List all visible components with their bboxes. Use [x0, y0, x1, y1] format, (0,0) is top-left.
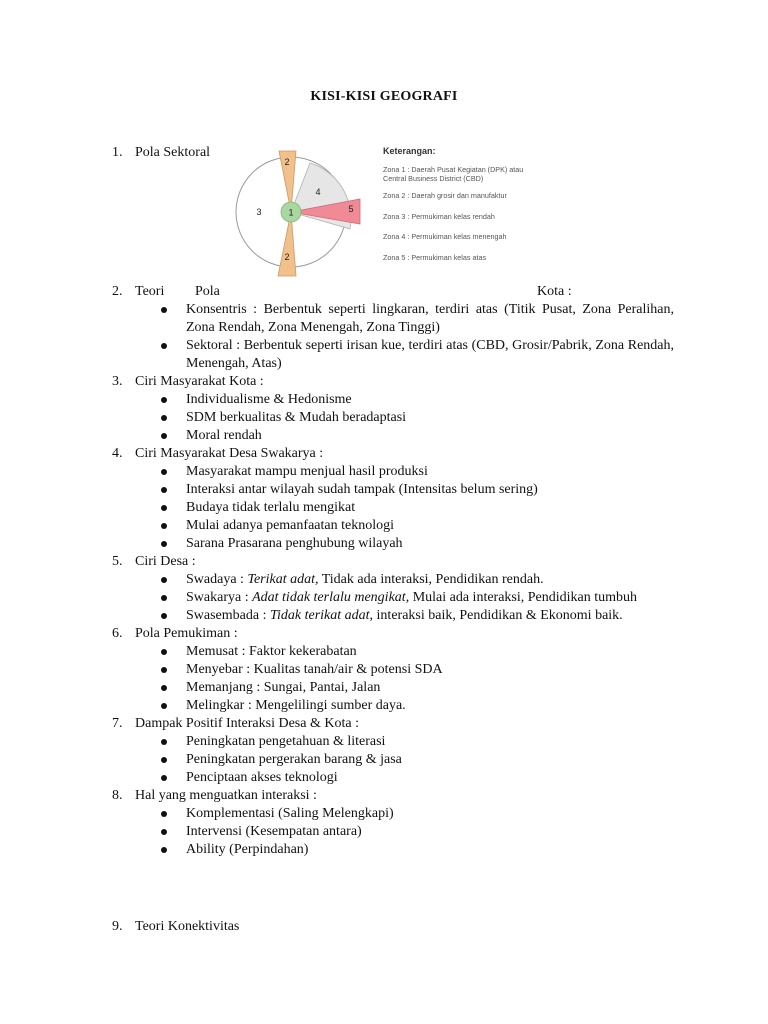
bullet-icon: [161, 811, 167, 817]
list-item: Peningkatan pengetahuan & literasi: [112, 733, 674, 751]
item-6: [112, 625, 674, 715]
list-item: Menyebar : Kualitas tanah/air & potensi SDA: [112, 661, 674, 679]
list-item: Swasembada : Tidak terikat adat, interaksi baik, Pendidikan & Ekonomi baik.: [112, 607, 674, 625]
item-2-bullets: [112, 301, 674, 373]
item-3-label: Ciri Masyarakat Kota :: [135, 374, 264, 389]
list-item: Peningkatan pergerakan barang & jasa: [112, 751, 674, 769]
item-7-number: 7.: [112, 716, 123, 731]
item-2-label-pola: Pola: [195, 284, 220, 299]
item-7: [112, 715, 674, 787]
legend-zone-5: Zona 5 : Permukiman kelas atas: [383, 252, 487, 262]
list-item: Swadaya : Terikat adat, Tidak ada interaksi, Pendidikan rendah.: [112, 571, 674, 589]
item-4: [112, 445, 674, 553]
item-5-label: Ciri Desa :: [135, 554, 196, 569]
bullet-icon: [161, 667, 167, 673]
zone-1-label: 1: [288, 207, 294, 218]
list-item: Intervensi (Kesempatan antara): [112, 823, 674, 841]
list-item: Sektoral : Berbentuk seperti irisan kue, terdiri atas (CBD, Grosir/Pabrik, Zona Rendah, Menengah, Atas): [112, 337, 674, 373]
bullet-icon: [161, 343, 167, 349]
legend-zone-3: Zona 3 : Permukiman kelas rendah: [383, 211, 495, 221]
document-title: KISI-KISI GEOGRAFI: [310, 89, 458, 104]
bullet-icon: [161, 577, 167, 583]
item-5-number: 5.: [112, 554, 123, 569]
list-item: Memusat : Faktor kekerabatan: [112, 643, 674, 661]
list-item: Ability (Perpindahan): [112, 841, 674, 859]
list-item: Komplementasi (Saling Melengkapi): [112, 805, 674, 823]
diagram-legend: [383, 146, 533, 274]
outline-list: [112, 301, 674, 859]
item-7-label: Dampak Positif Interaksi Desa & Kota :: [135, 716, 359, 731]
list-item: Swakarya : Adat tidak terlalu mengikat, Mulai ada interaksi, Pendidikan tumbuh: [112, 589, 674, 607]
list-item: Penciptaan akses teknologi: [112, 769, 674, 787]
item-9-number: 9.: [112, 919, 123, 934]
item-6-number: 6.: [112, 626, 123, 641]
legend-zone-1: Zona 1 : Daerah Pusat Kegiatan (DPK) atau Central Business District (CBD): [383, 165, 524, 183]
list-item: Masyarakat mampu menjual hasil produksi: [112, 463, 674, 481]
item-4-label: Ciri Masyarakat Desa Swakarya :: [135, 446, 324, 461]
bullet-icon: [161, 829, 167, 835]
bullet-icon: [161, 595, 167, 601]
zone-2-label-bottom: 2: [284, 252, 290, 262]
item-6-label: Pola Pemukiman :: [135, 626, 238, 641]
bullet-icon: [161, 739, 167, 745]
legend-title: Keterangan:: [383, 146, 436, 156]
item-2-label-kota: Kota :: [537, 284, 572, 299]
list-item: Mulai adanya pemanfaatan teknologi: [112, 517, 674, 535]
bullet-icon: [161, 703, 167, 709]
zone-5-label: 5: [348, 204, 354, 214]
bullet-icon: [161, 757, 167, 763]
bullet-icon: [161, 469, 167, 475]
sector-model-diagram: [232, 146, 368, 282]
zone-4-label: 4: [315, 187, 321, 197]
bullet-icon: [161, 541, 167, 547]
item-3: [112, 373, 674, 445]
legend-zone-2: Zona 2 : Daerah grosir dan manufaktur: [383, 191, 507, 200]
item-8: [112, 787, 674, 859]
bullet-icon: [161, 505, 167, 511]
list-item: Moral rendah: [112, 427, 674, 445]
list-item: Sarana Prasarana penghubung wilayah: [112, 535, 674, 553]
item-8-label: Hal yang menguatkan interaksi :: [135, 788, 317, 803]
bullet-icon: [161, 307, 167, 313]
list-item: Individualisme & Hedonisme: [112, 391, 674, 409]
item-2-heading: [112, 283, 674, 301]
item-8-number: 8.: [112, 788, 123, 803]
item-2-label-teori: Teori: [135, 284, 165, 299]
zone-2-label-top: 2: [284, 157, 290, 167]
bullet-icon: [161, 685, 167, 691]
item-1-number: 1.: [112, 145, 123, 160]
item-2-number: 2.: [112, 284, 123, 299]
item-5: [112, 553, 674, 625]
bullet-icon: [161, 487, 167, 493]
item-4-number: 4.: [112, 446, 123, 461]
list-item: Konsentris : Berbentuk seperti lingkaran, terdiri atas (Titik Pusat, Zona Peralihan, Zona Rendah, Zona Menengah, Zona Tinggi): [112, 301, 674, 337]
list-item: Interaksi antar wilayah sudah tampak (Intensitas belum sering): [112, 481, 674, 499]
bullet-icon: [161, 415, 167, 421]
legend-zone-4: Zona 4 : Permukiman kelas menengah: [383, 232, 507, 241]
list-item: Melingkar : Mengelilingi sumber daya.: [112, 697, 674, 715]
list-item: SDM berkualitas & Mudah beradaptasi: [112, 409, 674, 427]
bullet-icon: [161, 397, 167, 403]
bullet-icon: [161, 433, 167, 439]
item-3-number: 3.: [112, 374, 123, 389]
list-item: Memanjang : Sungai, Pantai, Jalan: [112, 679, 674, 697]
bullet-icon: [161, 613, 167, 619]
bullet-icon: [161, 649, 167, 655]
bullet-icon: [161, 847, 167, 853]
zone-3-label: 3: [256, 207, 262, 217]
item-9-label: Teori Konektivitas: [135, 919, 240, 934]
bullet-icon: [161, 775, 167, 781]
bullet-icon: [161, 523, 167, 529]
list-item: Budaya tidak terlalu mengikat: [112, 499, 674, 517]
item-1-label: Pola Sektoral: [135, 145, 211, 160]
